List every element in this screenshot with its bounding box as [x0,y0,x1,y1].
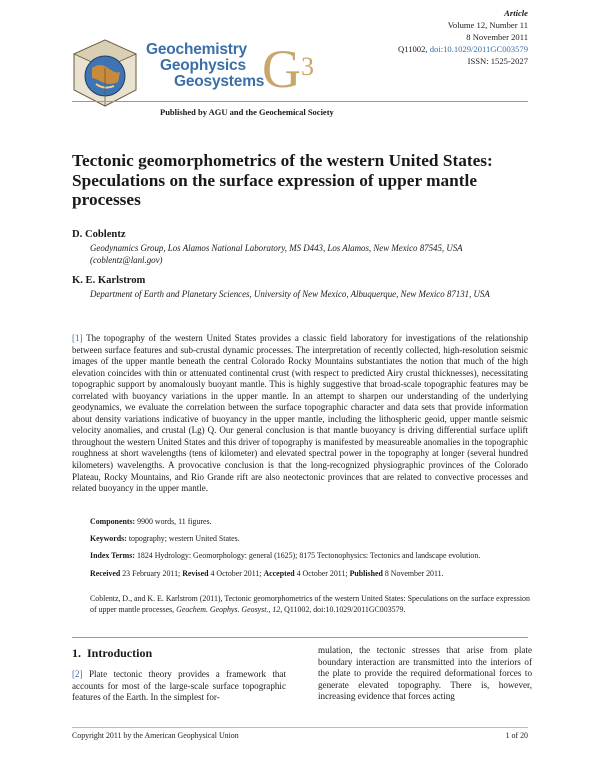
footer-page-number: 1 of 20 [505,731,528,740]
intro-left-column [72,669,286,704]
abstract-text: The topography of the western United States provides a classic field laboratory for investigations of the relationship between surface features and sub-crustal dynamic processes. The interpretation of recently collected, high-resolution seismic images of the upper mantle beneath the central Colorado Rocky Mountains substantiates the notion that much of the high elevation coincides with thin or attenuated continental crust (with respect to predicted Airy crustal thicknesses), necessitating topographic support by anomalously buoyant mantle. This is highly suggestive that broad-scale topographic features may be correlated with buoyancy variations in the upper mantle. In an attempt to sharpen our understanding of the underlying geodynamics, we evaluate the correlation between the surface topographic character and data sets that provide information about density variations indicative of buoyancy in the upper mantle, including the lithospheric geoid, upper mantle seismic velocity anomalies, and crustal (Lg) Q. Our general conclusion is that mantle buoyancy is driving differential surface uplift throughout the western United States and this driver of topography is manifested by measureable anomalies in the topographic roughness at short wavelengths (tens of kilometer) and elevated spectral power in the topography at longer (several hundred kilometers) wavelengths. A provocative conclusion is that the long-recognized physiographic provinces of the Colorado Plateau, Rocky Mountains, and Rio Grande rift are also neotectonic provinces that are related to convective processes and related buoyancy in the upper mantle. [72,333,528,494]
components-line [90,517,530,527]
journal-logo-cube [72,38,138,108]
abstract [72,333,528,495]
author-affiliation-2: Department of Earth and Planetary Sciences, University of New Mexico, Albuquerque, New Mexico 87131, USA [90,289,490,299]
citation-journal: Geochem. Geophys. Geosyst., 12, [176,604,283,614]
published-date: 8 November 2011. [384,569,444,578]
keywords-line [90,534,530,544]
footer-copyright: Copyright 2011 by the American Geophysical Union [72,731,239,740]
article-id-line [398,43,528,55]
index-terms-value: 1824 Hydrology: Geomorphology: general (1625); 8175 Tectonophysics: Tectonics and landscape evolution. [136,551,481,560]
index-terms-line [90,551,530,561]
section-title: Introduction [87,646,153,660]
header-divider [72,101,528,102]
index-terms-label: Index Terms: [90,551,135,560]
author-name-1: D. Coblentz [72,229,126,240]
g3-exponent: 3 [301,52,314,81]
received-label: Received [90,569,121,578]
components-value: 9900 words, 11 figures. [137,517,212,526]
journal-name-line-3: Geosystems [174,73,265,90]
citation [90,594,530,615]
revised-label: Revised [182,569,209,578]
article-title: Tectonic geomorphometrics of the western United States: Speculations on the surface expression of upper mantle processes [72,151,493,209]
doi-link[interactable]: doi:10.1029/2011GC003579 [429,44,528,54]
accepted-label: Accepted [263,569,295,578]
journal-name-line-2: Geophysics [160,57,246,74]
g3-letter: G [262,39,301,99]
keywords-value: topography; western United States. [128,534,240,543]
keywords-label: Keywords: [90,534,127,543]
paragraph-number: [1] [72,333,83,343]
footer-divider [72,727,528,728]
volume-number: Volume 12, Number 11 [447,20,528,30]
publisher-line: Published by AGU and the Geochemical Society [160,107,334,117]
section-heading [72,646,152,661]
author-affiliation-1: Geodynamics Group, Los Alamos National Laboratory, MS D443, Los Alamos, New Mexico 87545, USA (coblentz@lanl.gov) [90,243,463,265]
article-meta [398,7,528,67]
accepted-date: 4 October 2011; [296,569,348,578]
g3-logo [262,39,314,99]
journal-name [146,42,264,90]
article-type: Article [504,8,528,18]
section-number: 1. [72,646,81,660]
received-date: 23 February 2011; [122,569,181,578]
intro-left-text: Plate tectonic theory provides a framework that accounts for most of the large-scale surface topographic features of the Earth. In the simplest for- [72,669,286,703]
paragraph-number: [2] [72,669,83,679]
publication-date: 8 November 2011 [466,32,528,42]
intro-right-column: mulation, the tectonic stresses that arise from plate boundary interaction are transmitted into the interiors of the plate to provide the required deformational forces to generate elevated topography. There is, however, increasing evidence that forces acting [318,645,532,702]
article-id: Q11002, [398,44,428,54]
section-divider [72,637,528,638]
issn: ISSN: 1525-2027 [467,56,528,66]
journal-name-line-1: Geochemistry [146,41,247,58]
components-label: Components: [90,517,136,526]
author-name-2: K. E. Karlstrom [72,275,146,286]
citation-pre: Coblentz, D., and K. E. Karlstrom (2011), Tectonic geomorphometrics of the western United States: Speculations on the surface expression of upper mantle processes, [90,594,530,614]
published-label: Published [349,569,383,578]
citation-post: Q11002, doi:10.1029/2011GC003579. [282,604,406,614]
dates-line [90,569,530,579]
revised-date: 4 October 2011; [210,569,262,578]
